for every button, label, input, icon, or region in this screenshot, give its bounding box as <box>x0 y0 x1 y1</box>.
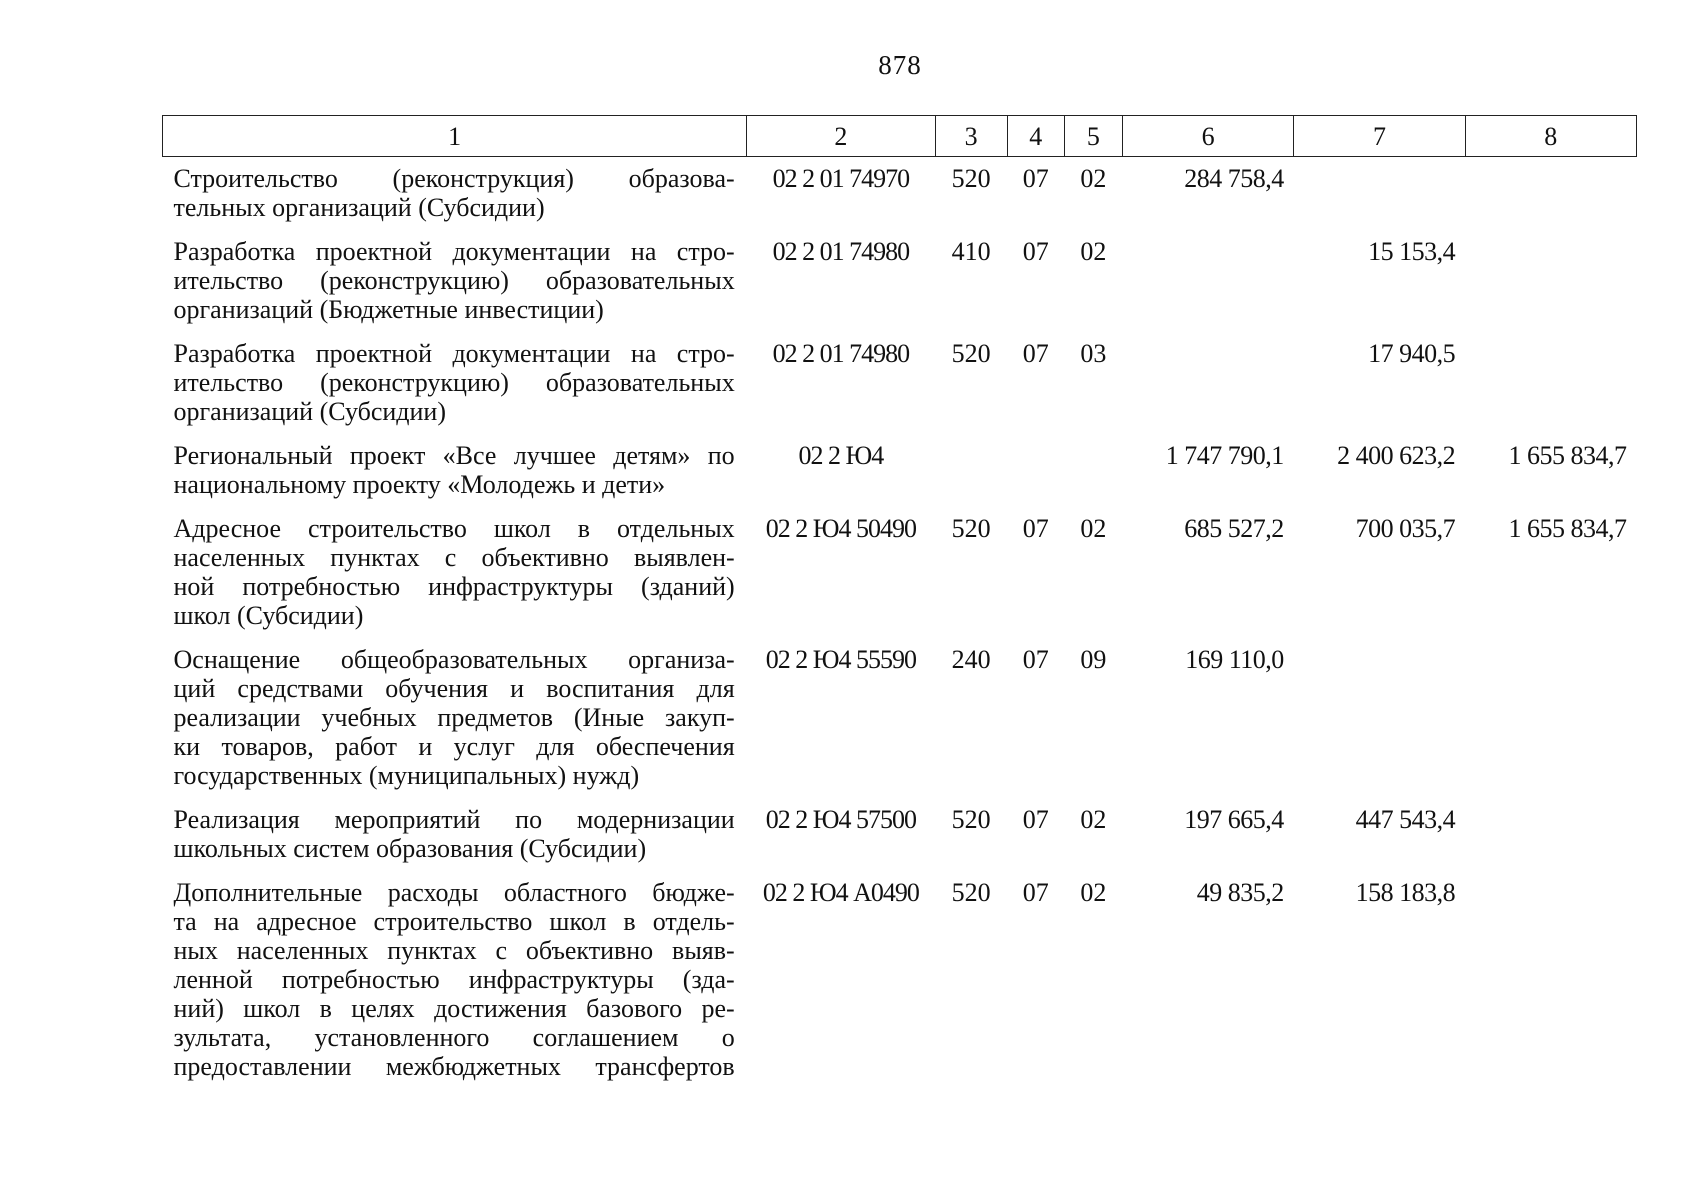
header-col-2: 2 <box>747 116 935 157</box>
target-article-code: 02 2 01 74980 <box>772 339 910 368</box>
subsection-code <box>1064 434 1122 507</box>
amount-col-7: 158 183,8 <box>1355 878 1456 907</box>
expense-name-line: Региональный проект «Все лучшее детям» по <box>173 441 735 470</box>
target-article-code: 02 2 Ю4 50490 <box>765 514 916 543</box>
expense-name <box>163 798 747 871</box>
amount-col-8 <box>1465 871 1636 1089</box>
subsection-code: 02 <box>1080 514 1107 543</box>
section-code: 07 <box>1022 878 1049 907</box>
expense-name <box>163 507 747 638</box>
section-code: 07 <box>1022 339 1049 368</box>
expense-type-code: 520 <box>951 514 991 543</box>
header-col-1: 1 <box>163 116 747 157</box>
expense-type-code: 240 <box>951 645 991 674</box>
expense-name-line: школ (Субсидии) <box>173 601 364 630</box>
target-article-code: 02 2 Ю4 55590 <box>765 645 916 674</box>
target-article-code: 02 2 Ю4 <box>798 441 884 470</box>
expense-name-line: предоставлении межбюджетных трансфертов <box>173 1052 735 1081</box>
amount-col-7: 700 035,7 <box>1355 514 1456 543</box>
amount-col-6: 284 758,4 <box>1184 164 1284 193</box>
section-code: 07 <box>1022 805 1049 834</box>
expense-name-line: населенных пунктах с объективно выявлен- <box>173 543 735 572</box>
table-row <box>163 638 1637 798</box>
table-row <box>163 434 1637 507</box>
expense-type-code: 410 <box>951 237 991 266</box>
expense-name-line: ных населенных пунктах с объективно выяв- <box>173 936 735 965</box>
expense-name-line: тельных организаций (Субсидии) <box>173 193 545 222</box>
expense-name-line: ленной потребностью инфраструктуры (зда- <box>173 965 735 994</box>
expense-name <box>163 157 747 231</box>
expense-name <box>163 871 747 1089</box>
expense-name-line: та на адресное строительство школ в отдель- <box>173 907 735 936</box>
section-code: 07 <box>1022 645 1049 674</box>
amount-col-8 <box>1465 230 1636 332</box>
expense-name <box>163 434 747 507</box>
expense-name-line: Дополнительные расходы областного бюдже- <box>173 878 735 907</box>
amount-col-8 <box>1465 798 1636 871</box>
header-col-3: 3 <box>935 116 1007 157</box>
header-col-7: 7 <box>1294 116 1465 157</box>
expense-name-line: Оснащение общеобразовательных организа- <box>173 645 735 674</box>
table-row <box>163 230 1637 332</box>
amount-col-8: 1 655 834,7 <box>1508 441 1627 470</box>
subsection-code: 03 <box>1080 339 1107 368</box>
expense-name-line: ной потребностью инфраструктуры (зданий) <box>173 572 735 601</box>
expense-name-line: Разработка проектной документации на стро- <box>173 339 735 368</box>
section-code <box>1007 434 1064 507</box>
target-article-code: 02 2 01 74970 <box>772 164 910 193</box>
expense-name-line: Разработка проектной документации на стро- <box>173 237 735 266</box>
expense-type-code: 520 <box>951 339 991 368</box>
expense-name-line: организаций (Бюджетные инвестиции) <box>173 295 604 324</box>
subsection-code: 09 <box>1080 645 1107 674</box>
amount-col-7: 17 940,5 <box>1368 339 1456 368</box>
expense-name-line: реализации учебных предметов (Иные закуп- <box>173 703 735 732</box>
expense-name-line: ительство (реконструкцию) образовательных <box>173 368 735 397</box>
amount-col-8 <box>1465 638 1636 798</box>
amount-col-6: 1 747 790,1 <box>1165 441 1284 470</box>
section-code: 07 <box>1022 164 1049 193</box>
expense-type-code: 520 <box>951 878 991 907</box>
amount-col-7: 447 543,4 <box>1355 805 1456 834</box>
subsection-code: 02 <box>1080 878 1107 907</box>
expense-name-line: ций средствами обучения и воспитания для <box>173 674 735 703</box>
table-row <box>163 332 1637 434</box>
expense-name-line: Адресное строительство школ в отдельных <box>173 514 735 543</box>
amount-col-7 <box>1294 157 1465 231</box>
expense-name-line: школьных систем образования (Субсидии) <box>173 834 647 863</box>
amount-col-8 <box>1465 332 1636 434</box>
subsection-code: 02 <box>1080 164 1107 193</box>
expense-name <box>163 230 747 332</box>
amount-col-6: 49 835,2 <box>1196 878 1284 907</box>
table-body <box>163 157 1637 1090</box>
expense-name-line: национальному проекту «Молодежь и дети» <box>173 470 666 499</box>
table-header <box>163 116 1637 157</box>
header-row <box>163 116 1637 157</box>
header-col-8: 8 <box>1465 116 1636 157</box>
expense-type-code <box>935 434 1007 507</box>
amount-col-8 <box>1465 157 1636 231</box>
section-code: 07 <box>1022 237 1049 266</box>
subsection-code: 02 <box>1080 805 1107 834</box>
table-row <box>163 507 1637 638</box>
header-col-6: 6 <box>1122 116 1293 157</box>
amount-col-7: 15 153,4 <box>1368 237 1456 266</box>
expense-name-line: Строительство (реконструкция) образова- <box>173 164 735 193</box>
header-col-4: 4 <box>1007 116 1064 157</box>
subsection-code: 02 <box>1080 237 1107 266</box>
table-row <box>163 798 1637 871</box>
target-article-code: 02 2 Ю4 57500 <box>765 805 916 834</box>
amount-col-6 <box>1122 332 1293 434</box>
amount-col-7: 2 400 623,2 <box>1337 441 1456 470</box>
page-number: 878 <box>878 50 922 80</box>
expense-name-line: ительство (реконструкцию) образовательных <box>173 266 735 295</box>
target-article-code: 02 2 01 74980 <box>772 237 910 266</box>
amount-col-6: 169 110,0 <box>1185 645 1284 674</box>
amount-col-6 <box>1122 230 1293 332</box>
amount-col-6: 685 527,2 <box>1184 514 1284 543</box>
expense-name-line: ки товаров, работ и услуг для обеспечения <box>173 732 735 761</box>
header-col-5: 5 <box>1064 116 1122 157</box>
table-row <box>163 871 1637 1089</box>
expense-name <box>163 332 747 434</box>
target-article-code: 02 2 Ю4 А0490 <box>762 878 919 907</box>
table-row <box>163 157 1637 231</box>
budget-table <box>162 115 1637 1089</box>
expense-type-code: 520 <box>951 805 991 834</box>
expense-name-line: государственных (муниципальных) нужд) <box>173 761 640 790</box>
section-code: 07 <box>1022 514 1049 543</box>
expense-name-line: организаций (Субсидии) <box>173 397 446 426</box>
expense-type-code: 520 <box>951 164 991 193</box>
expense-name <box>163 638 747 798</box>
amount-col-8: 1 655 834,7 <box>1508 514 1627 543</box>
expense-name-line: ний) школ в целях достижения базового ре- <box>173 994 735 1023</box>
amount-col-6: 197 665,4 <box>1184 805 1284 834</box>
expense-name-line: зультата, установленного соглашением о <box>173 1023 735 1052</box>
expense-name-line: Реализация мероприятий по модернизации <box>173 805 735 834</box>
amount-col-7 <box>1294 638 1465 798</box>
